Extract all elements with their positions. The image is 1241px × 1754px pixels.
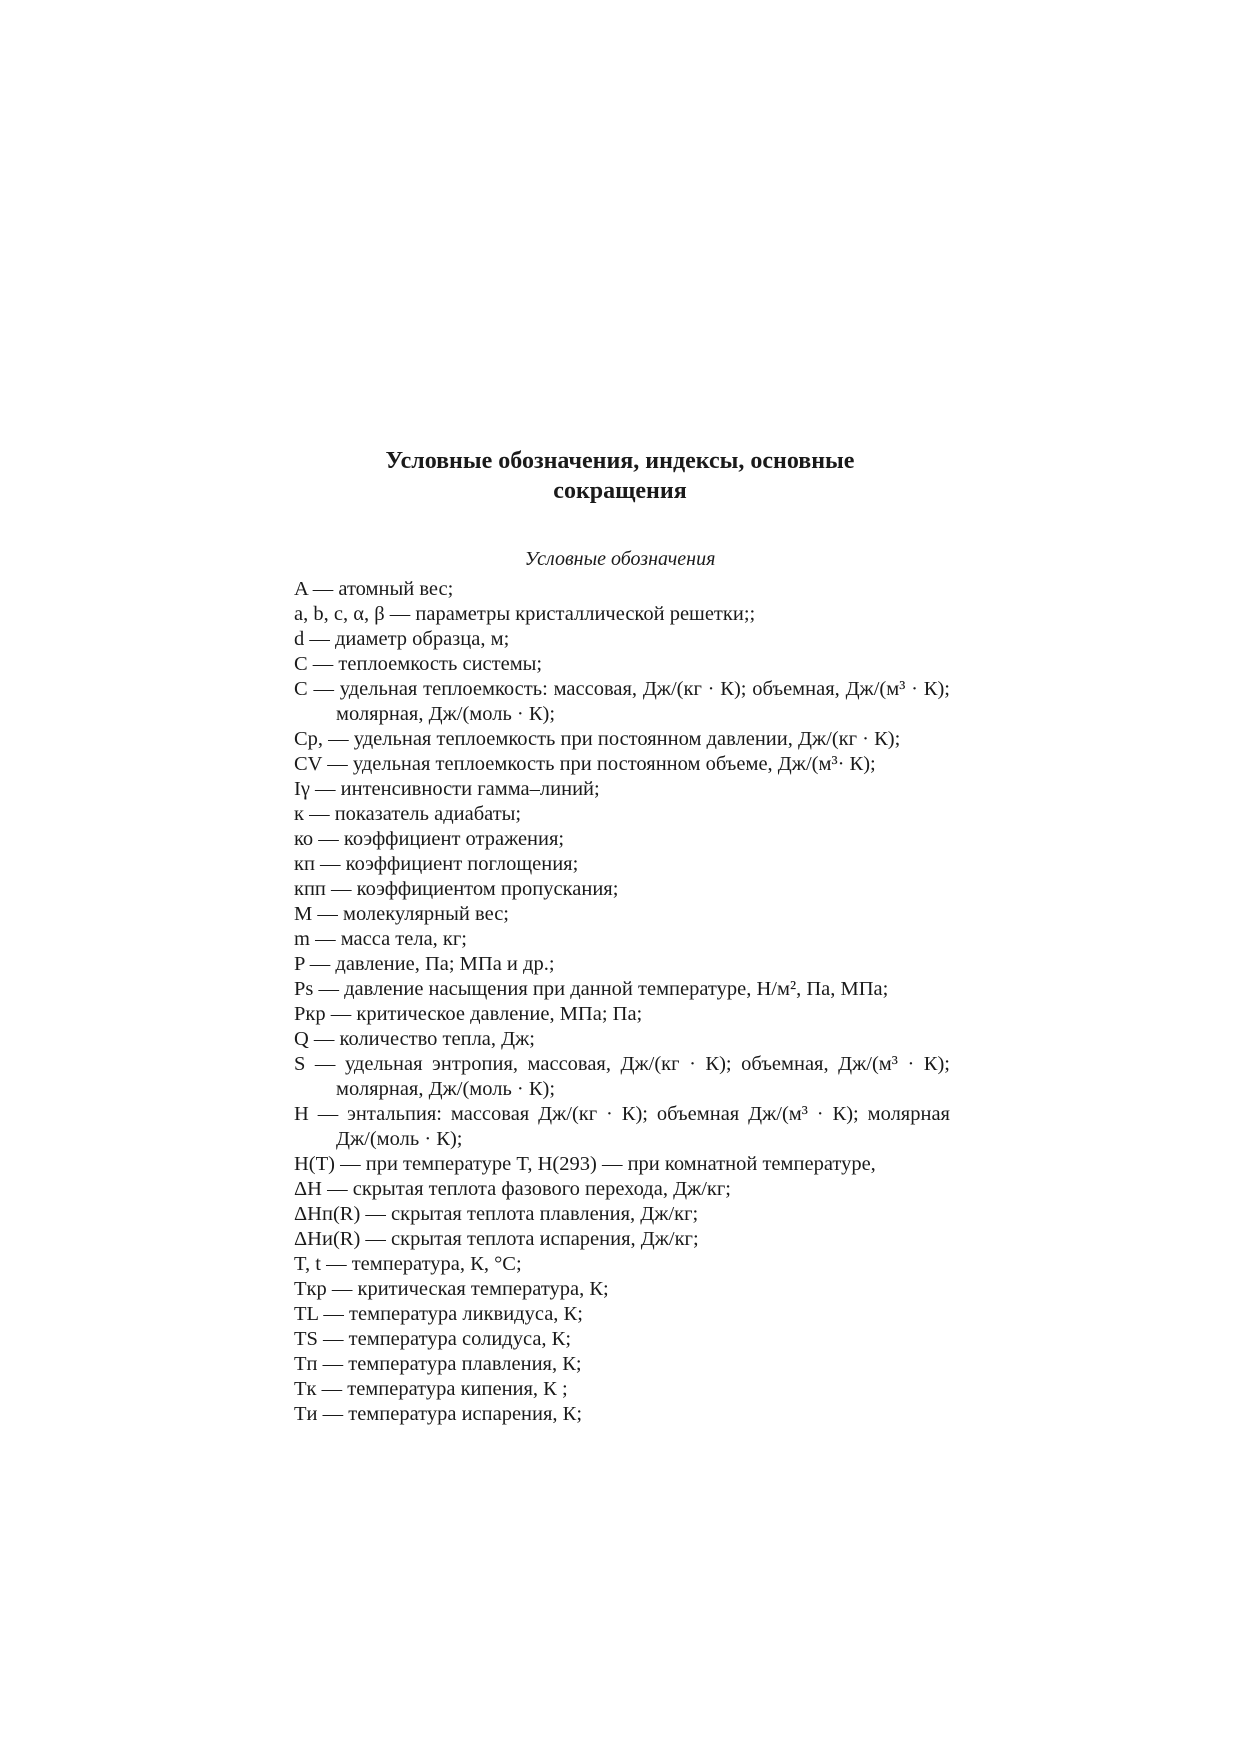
list-item: C — теплоемкость системы; xyxy=(294,653,543,675)
list-item: M — молекулярный вес; xyxy=(294,903,509,925)
list-item: Ps — давление насыщения при данной температуре, Н/м², Па, МПа; xyxy=(294,978,889,1000)
list-item: T, t — температура, К, °С; xyxy=(294,1253,522,1275)
page-title-line-2: сокращения xyxy=(553,478,687,504)
list-item: a, b, c, α, β — параметры кристаллической решетки;; xyxy=(294,603,756,625)
list-item: кпп — коэффициентом пропускания; xyxy=(294,878,619,900)
list-item: A — атомный вес; xyxy=(294,578,454,600)
list-item: Q — количество тепла, Дж; xyxy=(294,1028,535,1050)
page-title xyxy=(300,446,940,506)
list-item: ΔHи(R) — скрытая теплота испарения, Дж/кг; xyxy=(294,1228,699,1250)
list-item: Tи — температура испарения, К; xyxy=(294,1403,583,1425)
list-item: Tкр — критическая температура, К; xyxy=(294,1278,609,1300)
list-item: кп — коэффициент поглощения; xyxy=(294,853,579,875)
list-item: TS — температура солидуса, К; xyxy=(294,1328,572,1350)
list-item: m — масса тела, кг; xyxy=(294,928,467,950)
list-item: к — показатель адиабаты; xyxy=(294,803,522,825)
list-item: TL — температура ликвидуса, К; xyxy=(294,1303,583,1325)
page-title-line-1: Условные обозначения, индексы, основные xyxy=(385,448,855,474)
list-item: Tп — температура плавления, К; xyxy=(294,1353,582,1375)
list-item: d — диаметр образца, м; xyxy=(294,628,510,650)
list-item: H(T) — при температуре T, H(293) — при комнатной температуре, xyxy=(294,1153,876,1175)
list-item: Iγ — интенсивности гамма–линий; xyxy=(294,778,600,800)
notation-list xyxy=(294,577,950,1427)
list-item: ΔHп(R) — скрытая теплота плавления, Дж/кг; xyxy=(294,1203,699,1225)
list-item: Tк — температура кипения, К ; xyxy=(294,1378,568,1400)
list-item: CV — удельная теплоемкость при постоянном объеме, Дж/(м³· К); xyxy=(294,753,876,775)
list-item: S — удельная энтропия, массовая, Дж/(кг · К); объемная, Дж/(м³ · К); молярная, Дж/(моль · К); xyxy=(294,1053,950,1100)
list-item: P — давление, Па; МПа и др.; xyxy=(294,953,555,975)
list-item: ΔH — скрытая теплота фазового перехода, Дж/кг; xyxy=(294,1178,731,1200)
list-item: C — удельная теплоемкость: массовая, Дж/(кг · К); объемная, Дж/(м³ · К); молярная, Дж/(моль · К); xyxy=(294,678,950,725)
list-item: H — энтальпия: массовая Дж/(кг · К); объемная Дж/(м³ · К); молярная Дж/(моль · К); xyxy=(294,1103,950,1150)
list-item: Cp, — удельная теплоемкость при постоянном давлении, Дж/(кг · К); xyxy=(294,728,901,750)
list-item: ко — коэффициент отражения; xyxy=(294,828,565,850)
section-heading: Условные обозначения xyxy=(524,548,716,570)
list-item: Pкр — критическое давление, МПа; Па; xyxy=(294,1003,643,1025)
